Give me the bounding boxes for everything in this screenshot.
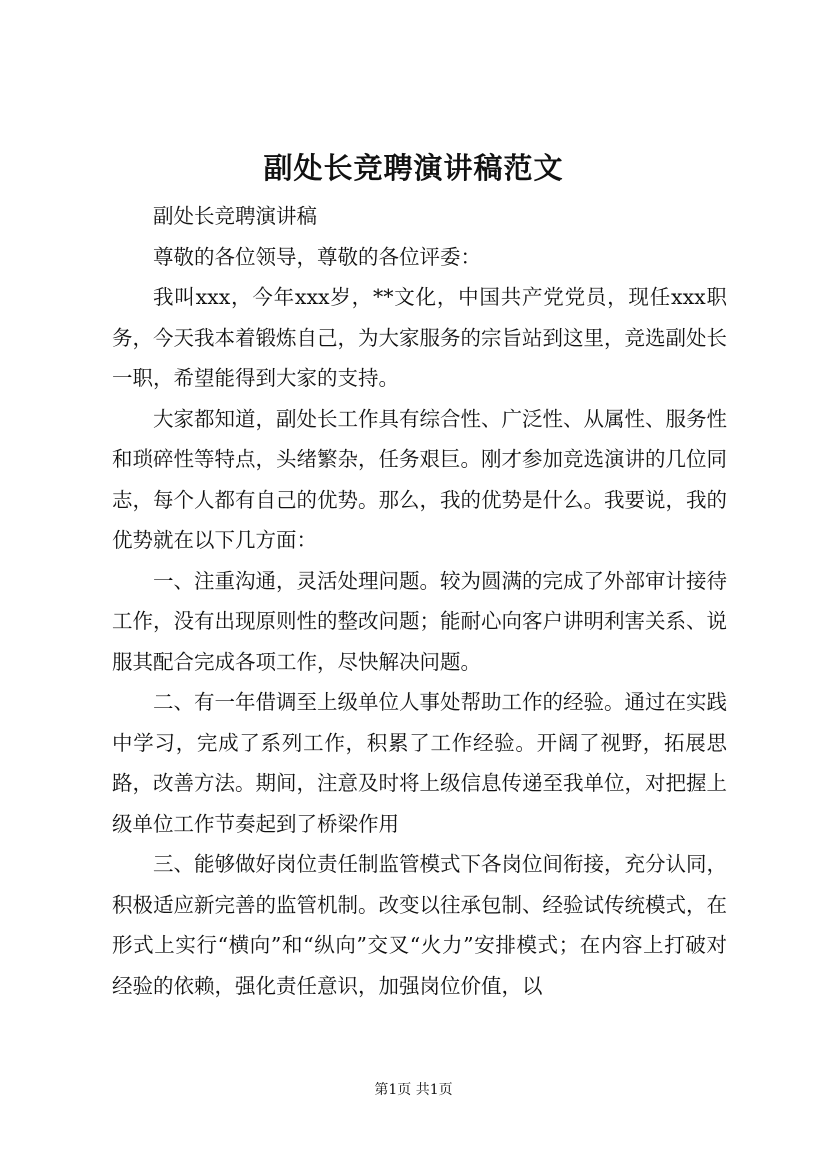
paragraph-point-two: 二、有一年借调至上级单位人事处帮助工作的经验。通过在实践中学习，完成了系列工作，积累了工作经验。开阔了视野，拓展思路，改善方法。期间，注意及时将上级信息传递至我单位，对把握上级单位工作节奏起到了桥梁作用 (112, 690, 727, 836)
paragraph-advantages-intro: 大家都知道，副处长工作具有综合性、广泛性、从属性、服务性和琐碎性等特点，头绪繁杂，任务艰巨。刚才参加竞选演讲的几位同志，每个人都有自己的优势。那么，我的优势是什么。我要说，我的优势就在以下几方面： (112, 406, 727, 552)
document-title: 副处长竞聘演讲稿范文 (263, 151, 564, 185)
paragraph-introduction: 我叫xxx，今年xxx岁，**文化，中国共产党党员，现任xxx职务，今天我本着锻炼自己，为大家服务的宗旨站到这里，竞选副处长一职，希望能得到大家的支持。 (112, 285, 727, 390)
paragraph-point-one: 一、注重沟通，灵活处理问题。较为圆满的完成了外部审计接待工作，没有出现原则性的整改问题；能耐心向客户讲明利害关系、说服其配合完成各项工作，尽快解决问题。 (112, 568, 727, 674)
paragraph-salutation: 尊敬的各位领导，尊敬的各位评委： (153, 244, 481, 269)
paragraph-point-three: 三、能够做好岗位责任制监管模式下各岗位间衔接，充分认同，积极适应新完善的监管机制。改变以往承包制、经验试传统模式，在形式上实行“横向”和“纵向”交叉“火力”安排模式；在内容上打破对经验的依赖，强化责任意识，加强岗位价值，以 (112, 852, 727, 998)
document-body (112, 196, 727, 1006)
page-footer: 第1页 共1页 (374, 1082, 453, 1098)
paragraph-subtitle: 副处长竞聘演讲稿 (153, 204, 317, 228)
